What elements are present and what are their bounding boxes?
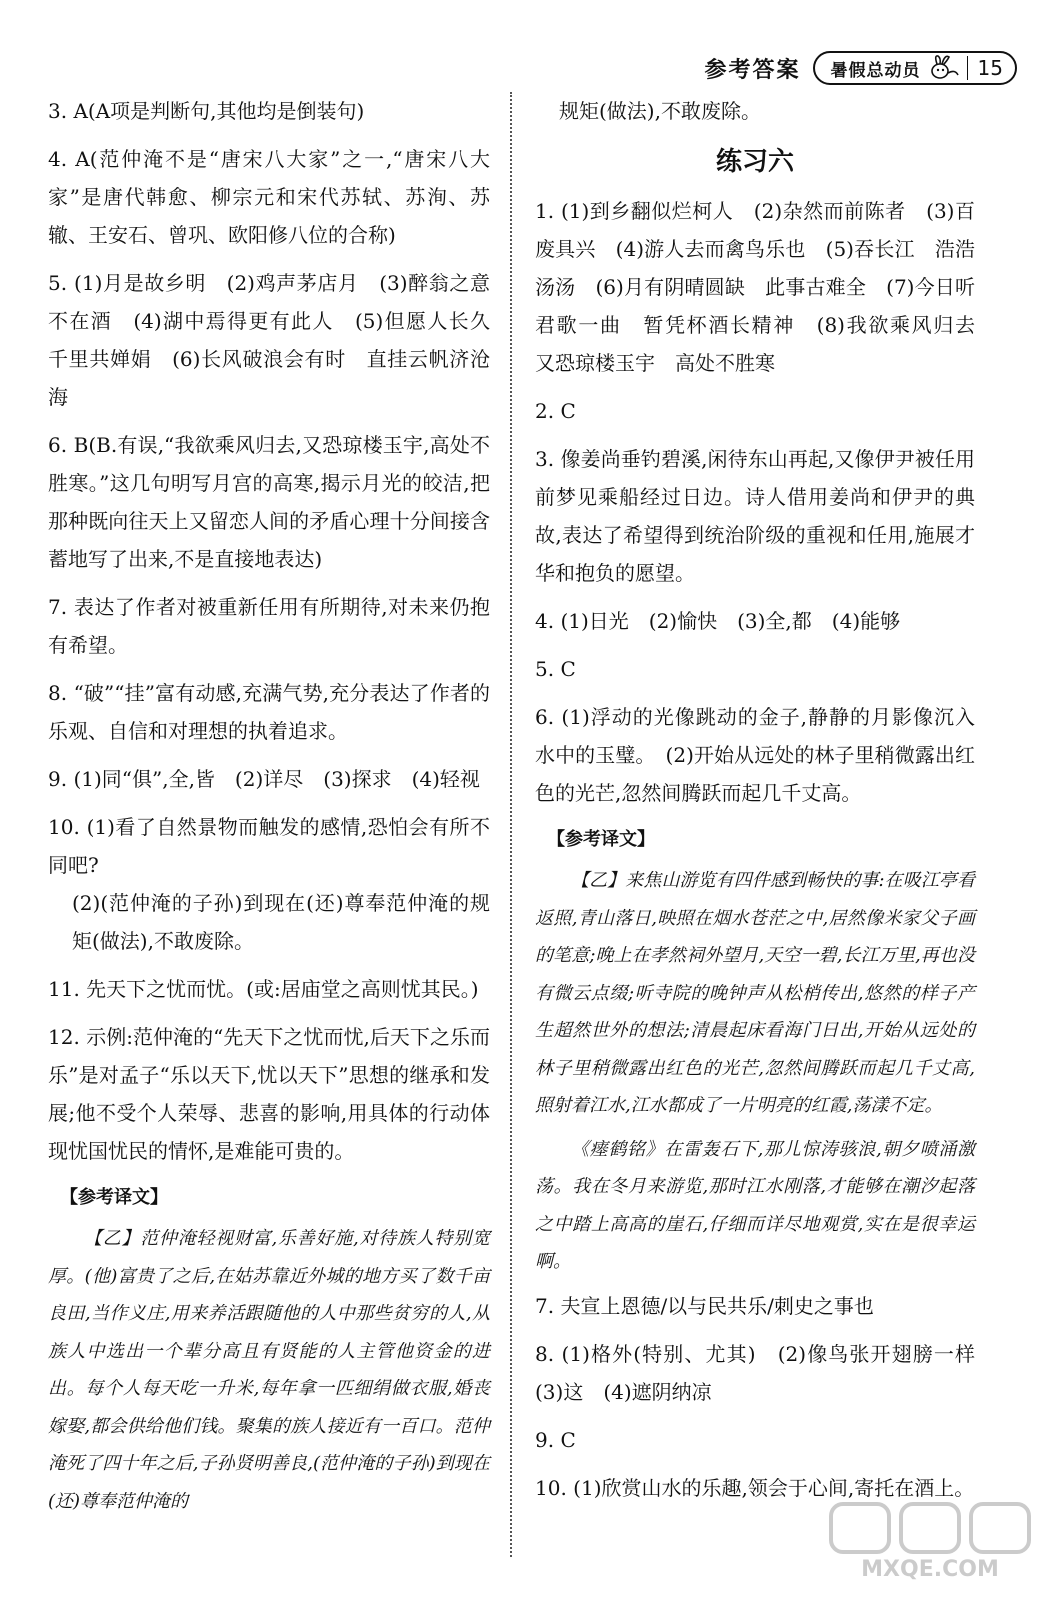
section-title: 练习六 <box>715 147 794 177</box>
answer-6: 6. B(B.有误,“我欲乘风归去,又恐琼楼玉宇,高处不胜寒。”这几句明写月宫的高寒,揭示月光的皎洁,把那种既向往天上又留恋人间的矛盾心理十分间接含蓄地写了出来,不是直接地表达) <box>48 433 490 571</box>
answer-7: 7. 表达了作者对被重新任用有所期待,对未来仍抱有希望。 <box>48 595 490 657</box>
ex6-answer-4: 4. (1)日光 (2)愉快 (3)全,都 (4)能够 <box>535 609 901 633</box>
page-header <box>705 48 1017 88</box>
ex6-translation-heading: 【参考译文】 <box>547 829 655 850</box>
answer-11: 11. 先天下之忧而忧。(或:居庙堂之高则忧其民。) <box>48 977 479 1001</box>
answer-10-part1: 10. (1)看了自然景物而触发的感情,恐怕会有所不同吧? <box>48 815 490 877</box>
ex6-answer-10: 10. (1)欣赏山水的乐趣,领会于心间,寄托在酒上。 <box>535 1475 975 1500</box>
answer-4: 4. A(范仲淹不是“唐宋八大家”之一,“唐宋八大家”是唐代韩愈、柳宗元和宋代苏轼、苏洵、苏辙、王安石、曾巩、欧阳修八位的合称) <box>48 147 490 247</box>
translation-text: 【乙】范仲淹轻视财富,乐善好施,对待族人特别宽厚。(他)富贵了之后,在姑苏靠近外城的地方买了数千亩良田,当作义庄,用来养活跟随他的人中那些贫穷的人,从族人中选出一个辈分高且有贤能的人主管他资金的进出。每个人每天吃一升米,每年拿一匹细绢做衣服,婚丧嫁娶,都会供给他们钱。聚集的族人接近有一百口。范仲淹死了四十年之后,子孙贤明善良,(范仲淹的子孙)到现在(还)尊奉范仲淹的 <box>48 1228 490 1512</box>
column-divider <box>510 92 512 1557</box>
answer-9: 9. (1)同“俱”,全,皆 (2)详尽 (3)探求 (4)轻视 <box>48 767 480 791</box>
bunny-mascot-icon <box>927 53 961 83</box>
watermark-text: MXQE.COM <box>861 1557 999 1582</box>
ex6-answer-7: 7. 夫宣上恩德/以与民共乐/刺史之事也 <box>535 1293 874 1318</box>
book-name: 暑假总动员 <box>830 60 921 81</box>
ex6-answer-9: 9. C <box>535 1427 576 1452</box>
answer-12: 12. 示例:范仲淹的“先天下之忧而忧,后天下之乐而乐”是对孟子“乐以天下,忧以天下”思想的继承和发展;他不受个人荣辱、悲喜的影响,用具体的行动体现忧国忧民的情怀,是难能可贵的。 <box>48 1025 490 1163</box>
ex6-answer-6: 6. (1)浮动的光像跳动的金子,静静的月影像沉入水中的玉璧。 (2)开始从远处的林子里稍微露出红色的光芒,忽然间腾跃而起几千丈高。 <box>535 705 975 805</box>
ex6-answer-5: 5. C <box>535 657 576 681</box>
answer-8: 8. “破”“挂”富有动感,充满气势,充分表达了作者的乐观、自信和对理想的执着追求。 <box>48 681 490 743</box>
page-number: 15 <box>967 56 1003 80</box>
ex6-answer-2: 2. C <box>535 399 576 423</box>
answer-10-part2: (2)(范仲淹的子孙)到现在(还)尊奉范仲淹的规矩(做法),不敢废除。 <box>72 891 490 953</box>
ex6-answer-1: 1. (1)到乡翻似烂柯人 (2)杂然而前陈者 (3)百废具兴 (4)游人去而禽鸟乐也 (5)吞长江 浩浩汤汤 (6)月有阴晴圆缺 此事古难全 (7)今日听君歌一曲 暂凭杯酒长精神 (8)我欲乘风归去 又恐琼楼玉宇 高处不胜寒 <box>535 199 995 375</box>
answer-3: 3. A(A项是判断句,其他均是倒装句) <box>48 99 365 123</box>
ex6-translation-para2: 《瘗鹤铭》在雷轰石下,那儿惊涛骇浪,朝夕喷涌激荡。我在冬月来游览,那时江水刚落,才能够在潮汐起落之中踏上高高的崖石,仔细而详尽地观赏,实在是很幸运啊。 <box>535 1138 975 1272</box>
answer-10-continuation: 规矩(做法),不敢废除。 <box>559 99 761 123</box>
watermark-logo <box>825 1500 1035 1582</box>
answer-10 <box>48 808 490 960</box>
answer-5: 5. (1)月是故乡明 (2)鸡声茅店月 (3)醉翁之意不在酒 (4)湖中焉得更有此人 (5)但愿人长久 千里共婵娟 (6)长风破浪会有时 直挂云帆济沧海 <box>48 271 510 409</box>
ex6-answer-8: 8. (1)格外(特别、尤其) (2)像鸟张开翅膀一样 (3)这 (4)遮阴纳凉 <box>535 1341 995 1404</box>
left-column <box>48 92 510 1526</box>
ex6-translation-para1: 【乙】来焦山游览有四件感到畅快的事:在吸江亭看返照,青山落日,映照在烟水苍茫之中,居然像米家父子画的笔意;晚上在孝然祠外望月,天空一碧,长江万里,再也没有微云点缀;听寺院的晚钟声从松梢传出,悠然的样子产生超然世外的想法;清晨起床看海门日出,开始从远处的林子里稍微露出红色的光芒,忽然间腾跃而起几千丈高,照射着江水,江水都成了一片明亮的红霞,荡漾不定。 <box>535 870 975 1116</box>
ex6-answer-3: 3. 像姜尚垂钓碧溪,闲待东山再起,又像伊尹被任用前梦见乘船经过日边。诗人借用姜尚和伊尹的典故,表达了希望得到统治阶级的重视和任用,施展才华和抱负的愿望。 <box>535 447 975 585</box>
book-badge <box>813 51 1017 85</box>
translation-heading: 【参考译文】 <box>60 1187 168 1208</box>
right-column <box>535 92 995 1517</box>
header-title: 参考答案 <box>704 57 801 83</box>
